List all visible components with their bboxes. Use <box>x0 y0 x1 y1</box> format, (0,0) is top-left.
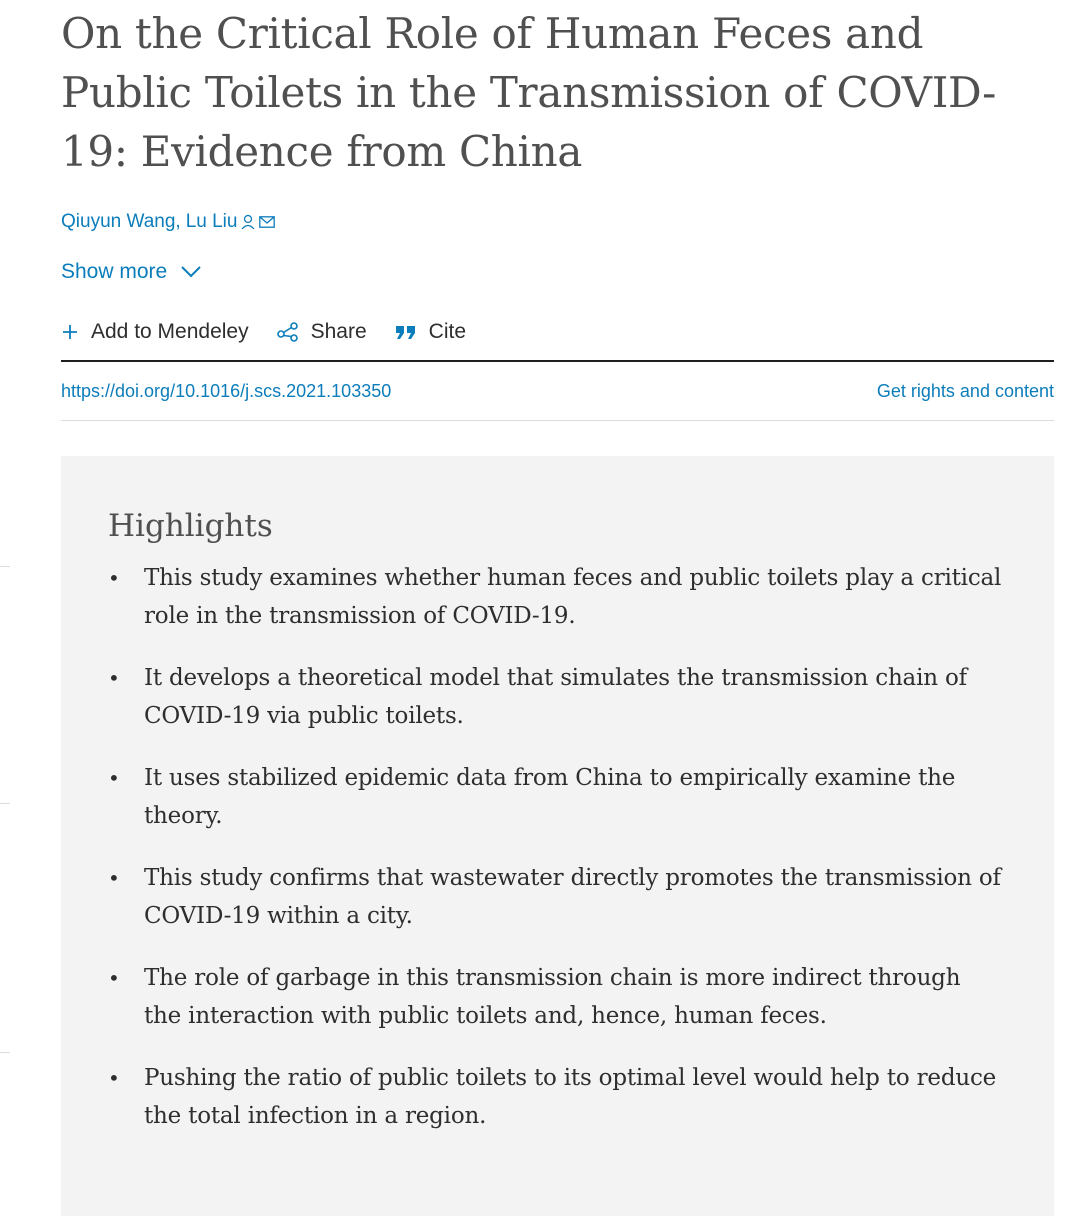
author-list <box>61 209 1054 235</box>
highlights-list <box>108 560 1054 1135</box>
highlight-text: This study examines whether human feces and public toilets play a critical role in the transmission of COVID-19. <box>144 565 1002 629</box>
article-header <box>61 0 1054 1216</box>
doi-link[interactable]: https://doi.org/10.1016/j.scs.2021.103350 <box>61 380 392 401</box>
bullet-icon: • <box>108 866 120 890</box>
rights-link[interactable]: Get rights and content <box>876 380 1054 401</box>
show-more-button[interactable] <box>61 257 1054 287</box>
bullet-icon: • <box>108 666 120 690</box>
highlight-text: Pushing the ratio of public toilets to its optimal level would help to reduce the total infection in a region. <box>144 1065 997 1129</box>
author-link[interactable]: Qiuyun Wang <box>61 211 176 232</box>
author-separator: , <box>175 211 181 232</box>
share-button[interactable] <box>277 320 367 344</box>
add-to-mendeley-label: Add to Mendeley <box>91 320 249 343</box>
highlight-text: It develops a theoretical model that simulates the transmission chain of COVID-19 via public toilets. <box>144 665 967 729</box>
cite-label: Cite <box>428 320 467 343</box>
highlight-text: It uses stabilized epidemic data from China to empirically examine the theory. <box>144 765 956 829</box>
person-icon <box>241 214 255 230</box>
article-title: On the Critical Role of Human Feces and Public Toilets in the Transmission of COVID-19: Evidence from China <box>61 9 997 176</box>
plus-icon <box>61 323 79 341</box>
chevron-down-icon <box>181 266 201 278</box>
bullet-icon: • <box>108 1066 120 1090</box>
highlight-text: This study confirms that wastewater directly promotes the transmission of COVID-19 within a city. <box>144 865 1001 929</box>
bullet-icon: • <box>108 566 120 590</box>
highlight-item <box>108 1060 1054 1135</box>
add-to-mendeley-button[interactable] <box>61 320 249 344</box>
share-icon <box>277 322 299 342</box>
left-edge-divider <box>0 1052 10 1053</box>
highlight-text: The role of garbage in this transmission chain is more indirect through the interaction with public toilets and, hence, human feces. <box>144 965 961 1029</box>
highlight-item <box>108 960 1054 1035</box>
show-more-label: Show more <box>61 260 168 283</box>
cite-button[interactable] <box>395 320 466 344</box>
bullet-icon: • <box>108 766 120 790</box>
share-label: Share <box>310 320 367 343</box>
left-edge-divider <box>0 803 10 804</box>
highlight-item <box>108 860 1054 935</box>
article-toolbar <box>61 315 1054 349</box>
highlight-item <box>108 760 1054 835</box>
highlight-item <box>108 560 1054 635</box>
author-link[interactable]: Lu Liu <box>185 211 238 232</box>
highlight-item <box>108 660 1054 735</box>
left-edge-divider <box>0 566 10 567</box>
envelope-icon[interactable] <box>259 216 275 228</box>
highlights-panel <box>61 456 1054 1216</box>
bullet-icon: • <box>108 966 120 990</box>
highlights-heading: Highlights <box>108 508 273 544</box>
quote-icon <box>395 324 417 340</box>
doi-divider <box>61 420 1054 421</box>
doi-row <box>61 362 1054 420</box>
